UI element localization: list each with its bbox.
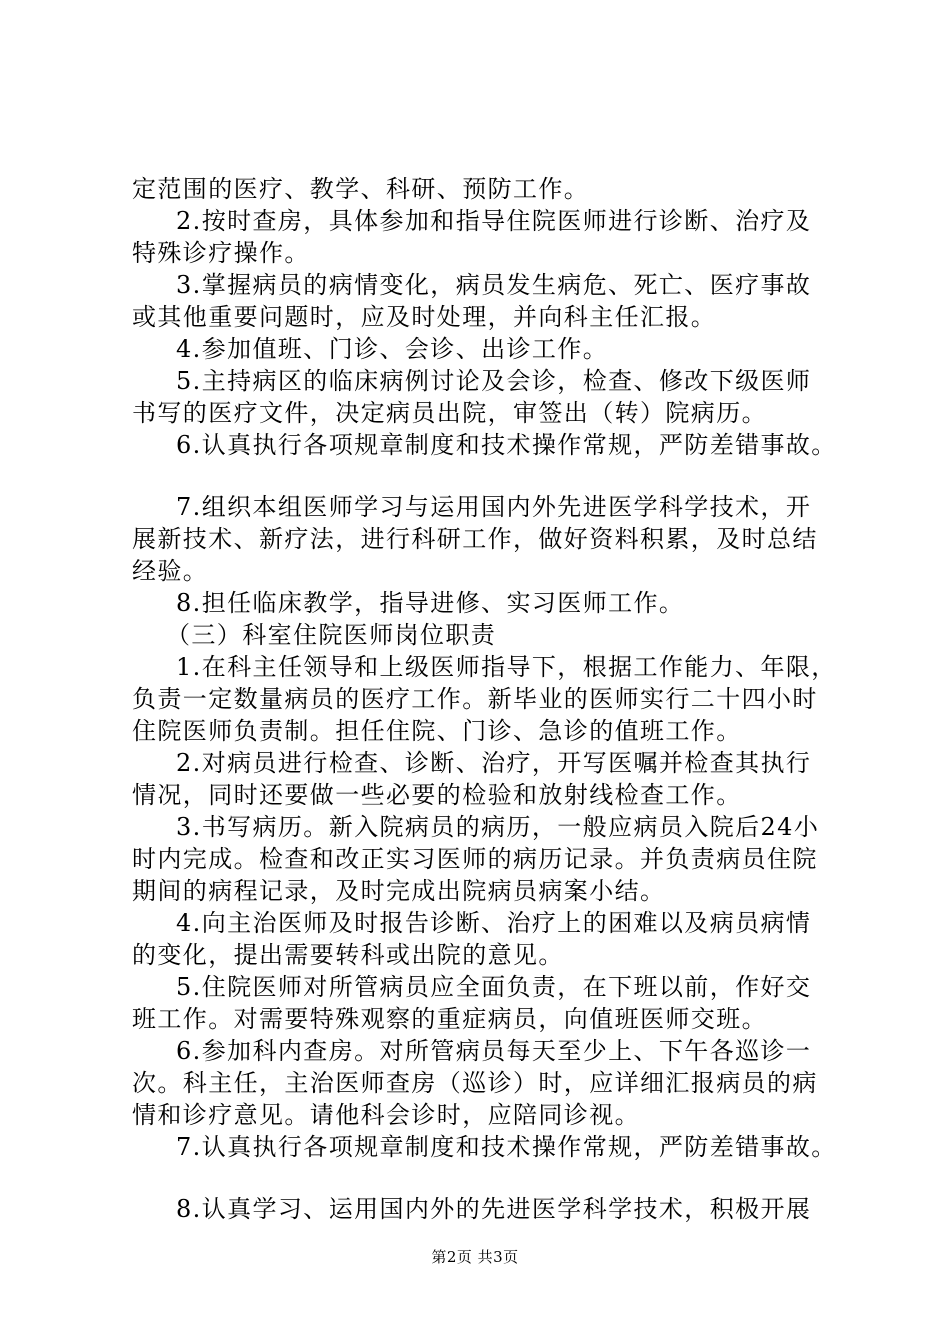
section-heading: （三）科室住院医师岗位职责 <box>166 621 497 649</box>
text-line: 期间的病程记录，及时完成出院病员病案小结。 <box>132 877 666 905</box>
text-line: 1.在科主任领导和上级医师指导下，根据工作能力、年限， <box>176 653 837 681</box>
text-line: 5.主持病区的临床病例讨论及会诊，检查、修改下级医师 <box>176 367 812 395</box>
text-line: 住院医师负责制。担任住院、门诊、急诊的值班工作。 <box>132 717 742 745</box>
page-number-footer: 第2页 共3页 <box>431 1248 519 1266</box>
text-line: 6.参加科内查房。对所管病员每天至少上、下午各巡诊一 <box>176 1037 812 1065</box>
text-line: 经验。 <box>132 557 209 585</box>
text-line: 情和诊疗意见。请他科会诊时，应陪同诊视。 <box>132 1101 640 1129</box>
text-line: 3.书写病历。新入院病员的病历，一般应病员入院后24小 <box>176 813 820 841</box>
text-line: 展新技术、新疗法，进行科研工作，做好资料积累，及时总结 <box>132 525 818 553</box>
text-line: 时内完成。检查和改正实习医师的病历记录。并负责病员住院 <box>132 845 818 873</box>
text-line: 4.向主治医师及时报告诊断、治疗上的困难以及病员病情 <box>176 909 812 937</box>
text-line: 特殊诊疗操作。 <box>132 239 310 267</box>
text-line: 8.担任临床教学，指导进修、实习医师工作。 <box>176 589 685 617</box>
text-line: 或其他重要问题时，应及时处理，并向科主任汇报。 <box>132 303 717 331</box>
text-line: 7.认真执行各项规章制度和技术操作常规，严防差错事故。 <box>176 1133 837 1161</box>
text-line: 书写的医疗文件，决定病员出院，审签出（转）院病历。 <box>132 399 767 427</box>
text-line: 5.住院医师对所管病员应全面负责，在下班以前，作好交 <box>176 973 812 1001</box>
text-line: 负责一定数量病员的医疗工作。新毕业的医师实行二十四小时 <box>132 685 818 713</box>
text-line: 次。科主任，主治医师查房（巡诊）时，应详细汇报病员的病 <box>132 1069 818 1097</box>
text-line: 4.参加值班、门诊、会诊、出诊工作。 <box>176 335 609 363</box>
text-line: 定范围的医疗、教学、科研、预防工作。 <box>132 175 590 203</box>
text-line: 2.按时查房，具体参加和指导住院医师进行诊断、治疗及 <box>176 207 812 235</box>
text-line: 6.认真执行各项规章制度和技术操作常规，严防差错事故。 <box>176 431 837 459</box>
text-line: 2.对病员进行检查、诊断、治疗，开写医嘱并检查其执行 <box>176 749 812 777</box>
text-line: 班工作。对需要特殊观察的重症病员，向值班医师交班。 <box>132 1005 767 1033</box>
text-line: 7.组织本组医师学习与运用国内外先进医学科学技术，开 <box>176 493 812 521</box>
text-line: 情况，同时还要做一些必要的检验和放射线检查工作。 <box>132 781 742 809</box>
text-line: 8.认真学习、运用国内外的先进医学科学技术，积极开展 <box>176 1195 812 1223</box>
text-line: 3.掌握病员的病情变化，病员发生病危、死亡、医疗事故 <box>176 271 812 299</box>
text-line: 的变化，提出需要转科或出院的意见。 <box>132 941 564 969</box>
